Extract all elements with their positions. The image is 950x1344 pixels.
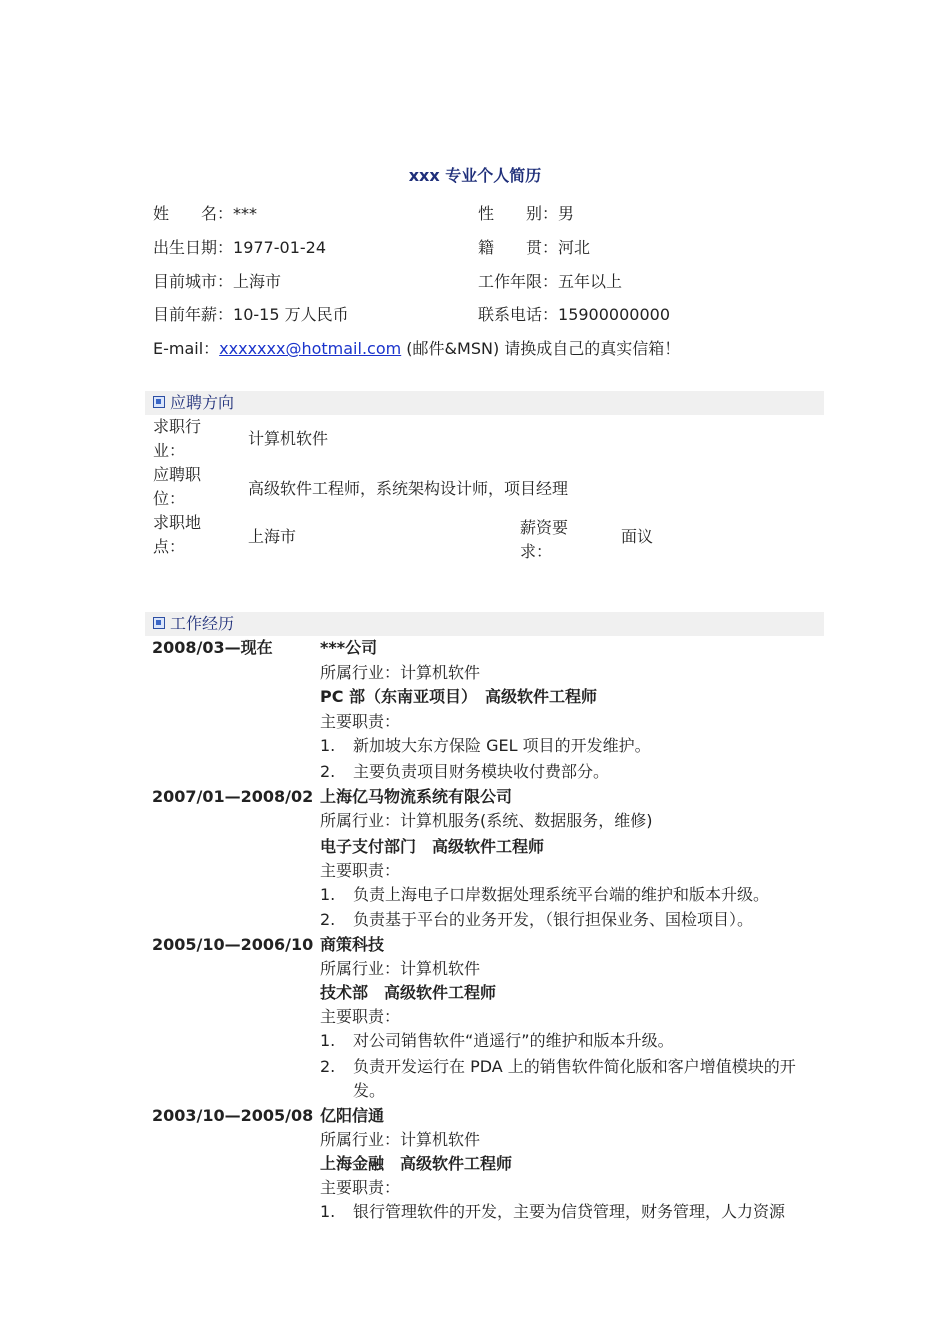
duty-item: 新加坡大东方保险 GEL 项目的开发维护。 — [353, 736, 651, 755]
job-dept: PC 部（东南亚项目） 高级软件工程师 — [320, 687, 598, 706]
duty-number: 1. — [320, 1031, 336, 1050]
section-bullet-icon — [153, 396, 165, 408]
job-dept: 技术部 高级软件工程师 — [320, 983, 497, 1002]
birth-field: 出生日期：1977-01-24 — [153, 238, 326, 257]
position-value: 高级软件工程师，系统架构设计师，项目经理 — [248, 479, 569, 498]
job-company: 上海亿马物流系统有限公司 — [320, 787, 513, 806]
job-dept: 上海金融 高级软件工程师 — [320, 1154, 513, 1173]
salary-field: 目前年薪：10-15 万人民币 — [153, 305, 349, 324]
info-row-city-years — [153, 270, 833, 294]
duty-item: 主要负责项目财务模块收付费部分。 — [353, 762, 610, 781]
job-period: 2007/01—2008/02 — [152, 787, 314, 806]
info-row-birth-origin — [153, 236, 833, 260]
years-field: 工作年限：五年以上 — [478, 272, 623, 291]
job-duties-label: 主要职责： — [320, 861, 401, 880]
location-label: 求职地点： — [153, 513, 202, 556]
salary-expect-label: 薪资要求： — [520, 518, 569, 561]
duty-number: 1. — [320, 885, 336, 904]
job-company: ***公司 — [320, 638, 378, 657]
info-row-salary-phone — [153, 303, 833, 327]
job-period: 2005/10—2006/10 — [152, 935, 314, 954]
origin-field: 籍 贯：河北 — [478, 238, 591, 257]
job-company: 商策科技 — [320, 935, 385, 954]
duty-number: 1. — [320, 1202, 336, 1221]
job-industry: 所属行业：计算机服务(系统、数据服务，维修) — [320, 811, 653, 830]
duty-item: 负责上海电子口岸数据处理系统平台端的维护和版本升级。 — [353, 885, 770, 904]
duty-number: 1. — [320, 736, 336, 755]
info-row-name-gender — [153, 202, 833, 226]
duty-item: 负责开发运行在 PDA 上的销售软件简化版和客户增值模块的开发。 — [353, 1057, 796, 1100]
position-label: 应聘职位： — [153, 465, 202, 508]
job-period: 2008/03—现在 — [152, 638, 273, 657]
job-industry: 所属行业：计算机软件 — [320, 663, 481, 682]
job-dept: 电子支付部门 高级软件工程师 — [320, 837, 545, 856]
job-industry: 所属行业：计算机软件 — [320, 959, 481, 978]
resume-title: xxx 专业个人简历 — [408, 166, 542, 185]
section-header-experience: 工作经历 — [145, 612, 824, 636]
job-duties-label: 主要职责： — [320, 1007, 401, 1026]
salary-expect-value: 面议 — [621, 527, 654, 546]
job-industry: 所属行业：计算机软件 — [320, 1130, 481, 1149]
job-duties-label: 主要职责： — [320, 1178, 401, 1197]
duty-number: 2. — [320, 762, 336, 781]
job-period: 2003/10—2005/08 — [152, 1106, 314, 1125]
section-bullet-icon — [153, 617, 165, 629]
duty-item: 对公司销售软件“逍遥行”的维护和版本升级。 — [353, 1031, 674, 1050]
duty-item: 银行管理软件的开发，主要为信贷管理，财务管理，人力资源 — [353, 1202, 786, 1221]
duty-number: 2. — [320, 1057, 336, 1076]
industry-value: 计算机软件 — [248, 429, 329, 448]
job-company: 亿阳信通 — [320, 1106, 385, 1125]
location-value: 上海市 — [248, 527, 297, 546]
job-duties-label: 主要职责： — [320, 712, 401, 731]
phone-field: 联系电话：15900000000 — [478, 305, 670, 324]
city-field: 目前城市：上海市 — [153, 272, 282, 291]
name-field: 姓 名：*** — [153, 204, 258, 223]
duty-number: 2. — [320, 910, 336, 929]
industry-label: 求职行业： — [153, 417, 202, 460]
email-field: E-mail：xxxxxxx@hotmail.com (邮件&MSN) 请换成自己的真实信箱！ — [153, 339, 681, 358]
duty-item: 负责基于平台的业务开发，（银行担保业务、国检项目）。 — [353, 910, 754, 929]
email-link[interactable]: xxxxxxx@hotmail.com — [219, 339, 402, 358]
section-header-intent: 应聘方向 — [145, 391, 824, 415]
gender-field: 性 别：男 — [478, 204, 575, 223]
